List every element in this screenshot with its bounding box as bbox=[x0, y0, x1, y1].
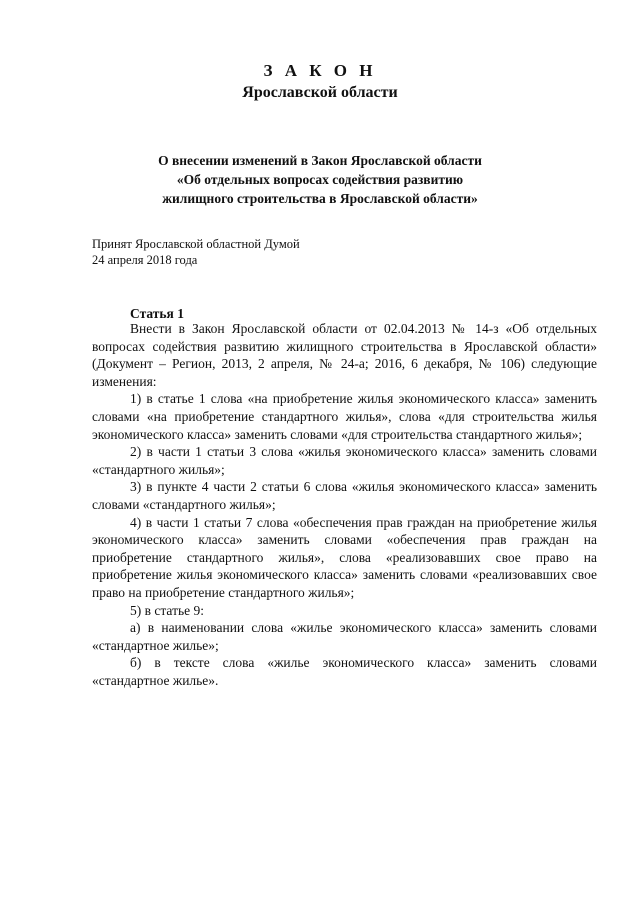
adoption-line: Принят Ярославской областной Думой bbox=[92, 237, 300, 251]
law-heading bbox=[0, 151, 640, 208]
law-title: З А К О Н bbox=[263, 61, 377, 80]
article-paragraph: 2) в части 1 статьи 3 слова «жилья экономического класса» заменить словами «стандартного жилья»; bbox=[92, 444, 597, 477]
article-paragraph: а) в наименовании слова «жилье экономического класса» заменить словами «стандартное жилье»; bbox=[92, 620, 597, 653]
article-paragraph: Внести в Закон Ярославской области от 02.04.2013 № 14-з «Об отдельных вопросах содействия развитию жилищного строительства в Ярославской области» (Документ – Регион, 2013, 2 апреля, № 24-а; 2016, 6 декабря, № 106) следующие изменения: bbox=[92, 321, 597, 389]
heading-line: жилищного строительства в Ярославской области» bbox=[162, 191, 478, 206]
heading-line: «Об отдельных вопросах содействия развитию bbox=[176, 172, 464, 187]
adoption-note bbox=[92, 236, 300, 268]
article-body bbox=[92, 320, 597, 689]
article-paragraph: 1) в статье 1 слова «на приобретение жилья экономического класса» заменить словами «на приобретение стандартного жилья», слова «для строительства жилья экономического класса» заменить словами «для строительства стандартного жилья»; bbox=[92, 391, 597, 442]
article-paragraph: 5) в статье 9: bbox=[130, 602, 204, 618]
article-paragraph: 4) в части 1 статьи 7 слова «обеспечения прав граждан на приобретение жилья экономического класса» заменить словами «обеспечения прав граждан на приобретение стандартного жилья», слова «реализовавших свое право на приобретение жилья экономического класса» заменить словами «реализовавших свое право на приобретение стандартного жилья»; bbox=[92, 514, 597, 600]
heading-line: О внесении изменений в Закон Ярославской области bbox=[158, 153, 482, 168]
adoption-date: 24 апреля 2018 года bbox=[92, 253, 198, 267]
article-paragraph: 3) в пункте 4 части 2 статьи 6 слова «жилья экономического класса» заменить словами «стандартного жилья»; bbox=[92, 479, 597, 512]
law-region: Ярославской области bbox=[242, 84, 398, 101]
article-title: Статья 1 bbox=[130, 306, 184, 321]
article-paragraph: б) в тексте слова «жилье экономического класса» заменить словами «стандартное жилье». bbox=[92, 655, 597, 688]
